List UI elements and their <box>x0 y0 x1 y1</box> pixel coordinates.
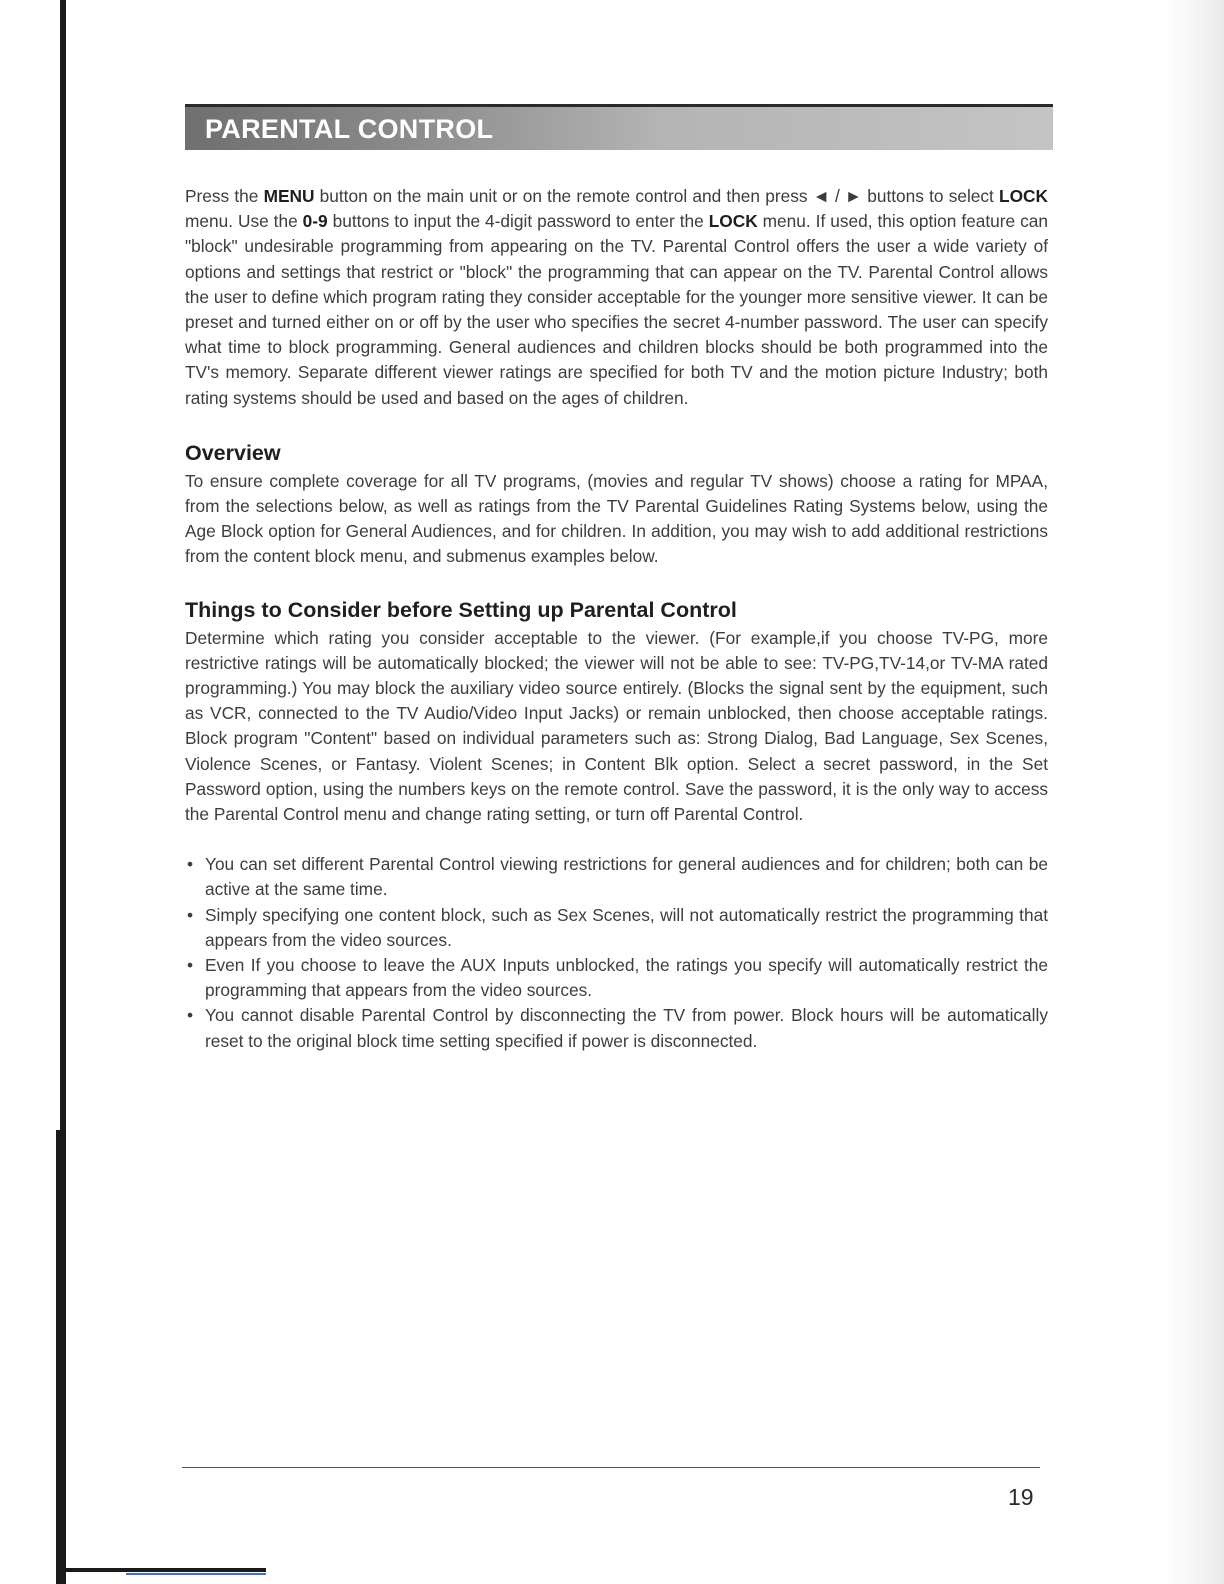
things-paragraph: Determine which rating you consider acceptable to the viewer. (For example,if you choose TV-PG, more restrictive ratings will be automatically blocked; the viewer will not be able to see: TV-PG,TV-14,or TV-MA rated programming.) You may block the auxiliary video source entirely. (Blocks the signal sent by the equipment, such as VCR, connected to the TV Audio/Video Input Jacks) or remain unblocked, then choose acceptable ratings. Block program "Content" based on individual parameters such as: Strong Dialog, Bad Language, Sex Scenes, Violence Scenes, or Fantasy. Violent Scenes; in Content Blk option. Select a secret password, in the Set Password option, using the numbers keys on the remote control. Save the password, it is the only way to access the Parental Control menu and change rating setting, or turn off Parental Control. <box>185 627 1048 825</box>
intro-text-5: menu. If used, this option feature can "block" undesirable programming from appearing on the TV. Parental Control offers the user a wide variety of options and settings that restrict or "block" the programming that can appear on the TV. Parental Control allows the user to define which program rating they consider acceptable for the younger more sensitive viewer. It can be preset and turned either on or off by the user who specifies the secret 4-number password. The user can specify what time to block programming. General audiences and children blocks should be both programmed into the TV's memory. Separate different viewer ratings are specified for both TV and the motion picture Industry; both rating systems should be used and based on the ages of children. <box>185 211 1048 408</box>
list-item <box>185 852 1048 902</box>
scan-bottom-edge-accent <box>126 1573 266 1575</box>
list-item-text: You can set different Parental Control viewing restrictions for general audiences and for children; both can be active at the same time. <box>205 854 1048 900</box>
bullet-icon: • <box>187 1005 194 1026</box>
page-number: 19 <box>1008 1484 1034 1510</box>
page-title: PARENTAL CONTROL <box>205 114 494 144</box>
list-item-text: Even If you choose to leave the AUX Inputs unblocked, the ratings you specify will automatically restrict the programming that appears from the video sources. <box>205 955 1048 1001</box>
binding-edge-lower <box>56 1130 66 1584</box>
considerations-list <box>185 852 1048 1054</box>
page-shadow <box>1164 0 1224 1584</box>
list-item <box>185 953 1048 1003</box>
overview-paragraph: To ensure complete coverage for all TV programs, (movies and regular TV shows) choose a rating for MPAA, from the selections below, as well as ratings from the TV Parental Guidelines Rating Systems below, using the Age Block option for General Audiences, and for children. In addition, you may wish to add additional restrictions from the content block menu, and submenus examples below. <box>185 470 1048 567</box>
things-heading: Things to Consider before Setting up Parental Control <box>185 597 737 622</box>
list-item-text: Simply specifying one content block, such as Sex Scenes, will not automatically restrict the programming that appears from the video sources. <box>205 904 1048 950</box>
list-item <box>185 903 1048 953</box>
list-item-text: You cannot disable Parental Control by disconnecting the TV from power. Block hours will be automatically reset to the original block time setting specified if power is disconnected. <box>205 1005 1048 1051</box>
lock-keyword: LOCK <box>999 186 1048 206</box>
intro-text-4: buttons to input the 4-digit password to enter the <box>327 211 709 232</box>
page-content <box>185 184 1048 1054</box>
lock-keyword-2: LOCK <box>708 211 758 232</box>
intro-text-2: button on the main unit or on the remote control and then press ◄ / ► buttons to select <box>314 186 1000 206</box>
digits-keyword: 0-9 <box>302 211 328 232</box>
menu-keyword: MENU <box>263 186 315 206</box>
intro-text-1: Press the <box>185 186 264 206</box>
scan-bottom-edge <box>56 1568 266 1572</box>
intro-paragraph <box>185 184 1048 411</box>
footer-divider <box>182 1467 1040 1468</box>
title-banner <box>185 104 1053 150</box>
bullet-icon: • <box>187 904 194 925</box>
overview-heading: Overview <box>185 440 281 465</box>
intro-text-3: menu. Use the <box>185 211 303 232</box>
bullet-icon: • <box>187 854 194 875</box>
bullet-icon: • <box>187 955 194 976</box>
list-item <box>185 1003 1048 1053</box>
